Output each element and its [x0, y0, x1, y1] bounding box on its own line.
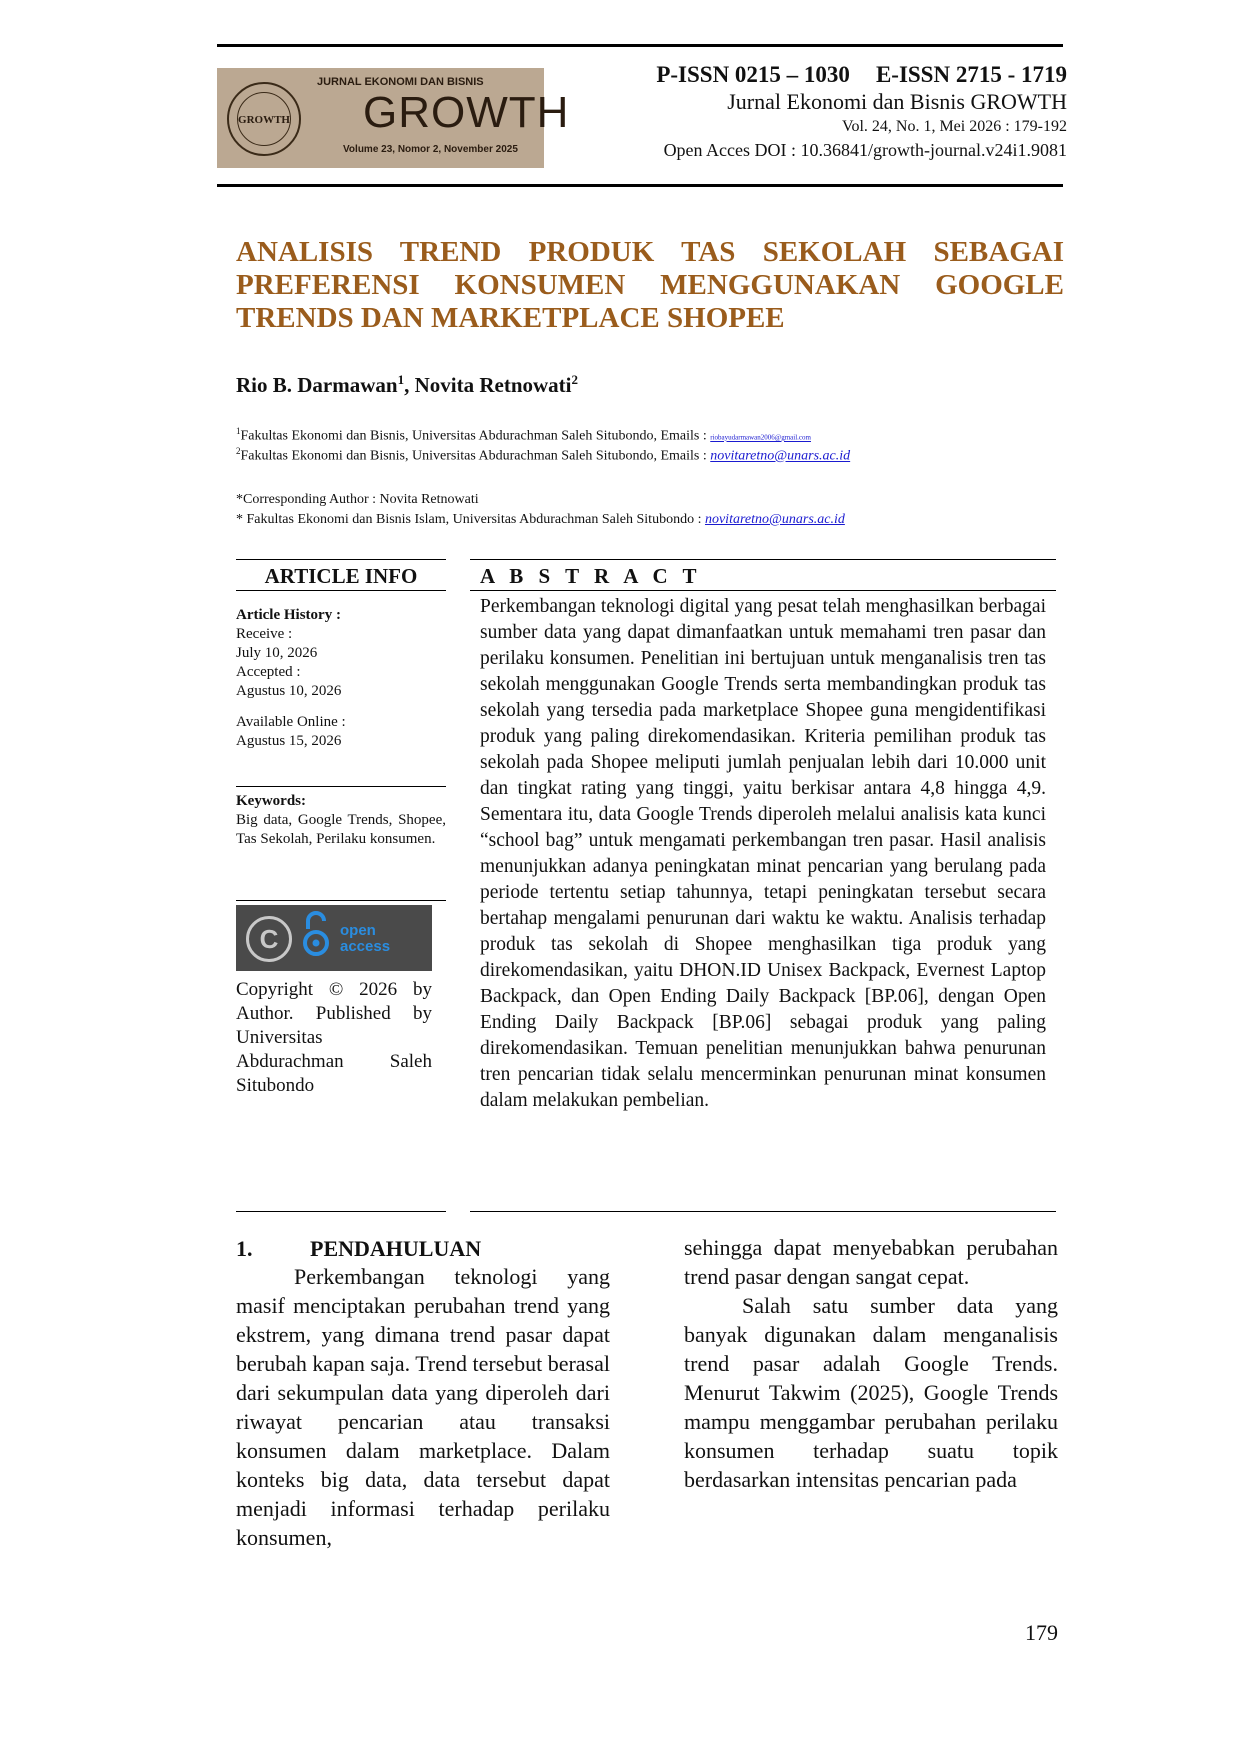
author-2: Novita Retnowati [414, 373, 572, 397]
affiliation-2-sup: 2 [236, 446, 241, 456]
open-access-text [340, 923, 390, 955]
abstract-bottom-rule [470, 1211, 1056, 1212]
section-number: 1. [236, 1236, 253, 1261]
body-left-column [236, 1262, 610, 1552]
body-right-column [684, 1233, 1058, 1494]
corresponding-affiliation-text: * Fakultas Ekonomi dan Bisnis Islam, Universitas Abdurachman Saleh Situbondo : [236, 512, 705, 527]
online-date: Agustus 15, 2026 [236, 733, 342, 749]
creative-commons-icon: C [246, 916, 292, 962]
doi-line: Open Acces DOI : 10.36841/growth-journal.v24i1.9081 [663, 140, 1067, 160]
issn-line [656, 62, 1067, 88]
author-sep: , [404, 373, 415, 397]
affiliation-1-text: Fakultas Ekonomi dan Bisnis, Universitas Abdurachman Saleh Situbondo, Emails : [240, 428, 711, 444]
abstract-heading-rule [470, 590, 1056, 591]
affiliation-1-email[interactable]: riobayudarmawan2006@gmail.com [710, 433, 811, 442]
history-label: Article History : [236, 607, 341, 623]
logo-seal-icon [227, 82, 301, 156]
info-bottom-rule [236, 1211, 446, 1212]
journal-name: Jurnal Ekonomi dan Bisnis GROWTH [727, 89, 1067, 114]
p-issn: P-ISSN 0215 – 1030 [656, 62, 850, 87]
header-bottom-rule [217, 184, 1063, 187]
affiliation-2-text: Fakultas Ekonomi dan Bisnis, Universitas Abdurachman Saleh Situbondo, Emails : [240, 448, 711, 464]
corresponding-email[interactable]: novitaretno@unars.ac.id [704, 512, 845, 527]
logo-journal-big: GROWTH [363, 88, 570, 137]
affiliation-1 [236, 426, 811, 445]
corresponding-author: *Corresponding Author : Novita Retnowati [236, 492, 479, 507]
authors [236, 372, 578, 398]
info-top-rule [236, 559, 446, 560]
oa-line-2: access [340, 938, 391, 955]
keywords-label: Keywords: [236, 793, 306, 809]
corresponding-affiliation [236, 512, 845, 528]
e-issn: E-ISSN 2715 - 1719 [875, 62, 1067, 87]
section-title: PENDAHULUAN [310, 1236, 482, 1261]
accepted-label: Accepted : [236, 664, 301, 680]
oa-line-1: open [340, 922, 376, 939]
article-history [236, 606, 446, 751]
keywords-list: Big data, Google Trends, Shopee, Tas Sekolah, Perilaku konsumen. [236, 812, 446, 847]
page-number: 179 [1025, 1620, 1058, 1645]
paper-title: ANALISIS TREND PRODUK TAS SEKOLAH SEBAGAI PREFERENSI KONSUMEN MENGGUNAKAN GOOGLE TRENDS DAN MARKETPLACE SHOPEE [236, 236, 1064, 334]
header-top-rule [217, 44, 1063, 47]
receive-date: July 10, 2026 [236, 645, 318, 661]
author-1-sup: 1 [397, 372, 405, 387]
section-heading [236, 1236, 481, 1262]
receive-label: Receive : [236, 626, 293, 642]
open-access-badge [236, 905, 432, 971]
open-access-lock-icon [302, 911, 330, 957]
accepted-date: Agustus 10, 2026 [236, 683, 342, 699]
abstract-heading: A B S T R A C T [480, 564, 702, 588]
copyright-notice: Copyright © 2026 by Author. Published by Universitas Abdurachman Saleh Situbondo [236, 979, 432, 1096]
affiliation-1-sup: 1 [236, 426, 241, 436]
author-1: Rio B. Darmawan [236, 373, 398, 397]
info-heading-rule [236, 590, 446, 591]
abstract-text: Perkembangan teknologi digital yang pesat telah menghasilkan berbagai sumber data yang dapat dimanfaatkan untuk memahami tren pasar dan perilaku konsumen. Penelitian ini bertujuan untuk menganalisis tren tas sekolah menggunakan Google Trends serta membandingkan produk tas sekolah yang tersedia pada marketplace Shopee guna mengidentifikasi produk yang paling direkomendasikan. Kriteria pemilihan produk tas sekolah pada Shopee meliputi jumlah penjualan lebih dari 10.000 unit dan tingkat rating yang tinggi, yaitu berkisar antara 4,8 hingga 4,9. Sementara itu, data Google Trends diperoleh melalui analisis kata kunci “school bag” untuk mengamati perkembangan tren pasar. Hasil analisis menunjukkan adanya peningkatan minat pencarian yang berulang pada periode tertentu setiap tahunnya, tetapi peningkatan tersebut secara bertahap mengalami penurunan dari waktu ke waktu. Analisis terhadap produk tas sekolah di Shopee menghasilkan tiga produk yang direkomendasikan, yaitu DHON.ID Unisex Backpack, Evernest Laptop Backpack, dan Open Ending Daily Backpack [BP.06], dengan Open Ending Daily Backpack [BP.06] sebagai produk yang paling direkomendasikan. Temuan penelitian menunjukkan bahwa penurunan tren pencarian tidak selalu mencerminkan penurunan minat konsumen dalam melakukan pembelian. [480, 596, 1046, 1111]
logo-journal-small: JURNAL EKONOMI DAN BISNIS [317, 76, 484, 88]
article-info-heading: ARTICLE INFO [264, 564, 418, 588]
logo-volume: Volume 23, Nomor 2, November 2025 [343, 144, 518, 155]
affiliation-2-email[interactable]: novitaretno@unars.ac.id [710, 448, 851, 464]
keywords-block [236, 792, 446, 849]
author-2-sup: 2 [571, 372, 578, 387]
volume-line: Vol. 24, No. 1, Mei 2026 : 179-192 [841, 118, 1067, 135]
body-paragraph: Salah satu sumber data yang banyak digunakan dalam menganalisis trend pasar adalah Google Trends. Menurut Takwim (2025), Google Trends mampu menggambar perubahan perilaku konsumen terhadap suatu topik berdasarkan intensitas pencarian pada [684, 1293, 1058, 1492]
abstract-top-rule [470, 559, 1056, 560]
online-label: Available Online : [236, 714, 346, 730]
affiliation-2 [236, 446, 850, 465]
journal-logo [217, 68, 570, 168]
body-paragraph: sehingga dapat menyebabkan perubahan trend pasar dengan sangat cepat. [684, 1235, 1058, 1289]
logo-seal-text: GROWTH [238, 114, 290, 126]
keywords-rule [236, 786, 446, 787]
body-paragraph: Perkembangan teknologi yang masif menciptakan perubahan trend yang ekstrem, yang dimana trend pasar dapat berubah kapan saja. Trend tersebut berasal dari sekumpulan data yang diperoleh dari riwayat pencarian atau transaksi konsumen dalam marketplace. Dalam konteks big data, data tersebut dapat menjadi informasi terhadap perilaku konsumen, [236, 1264, 610, 1550]
oa-rule [236, 900, 446, 901]
